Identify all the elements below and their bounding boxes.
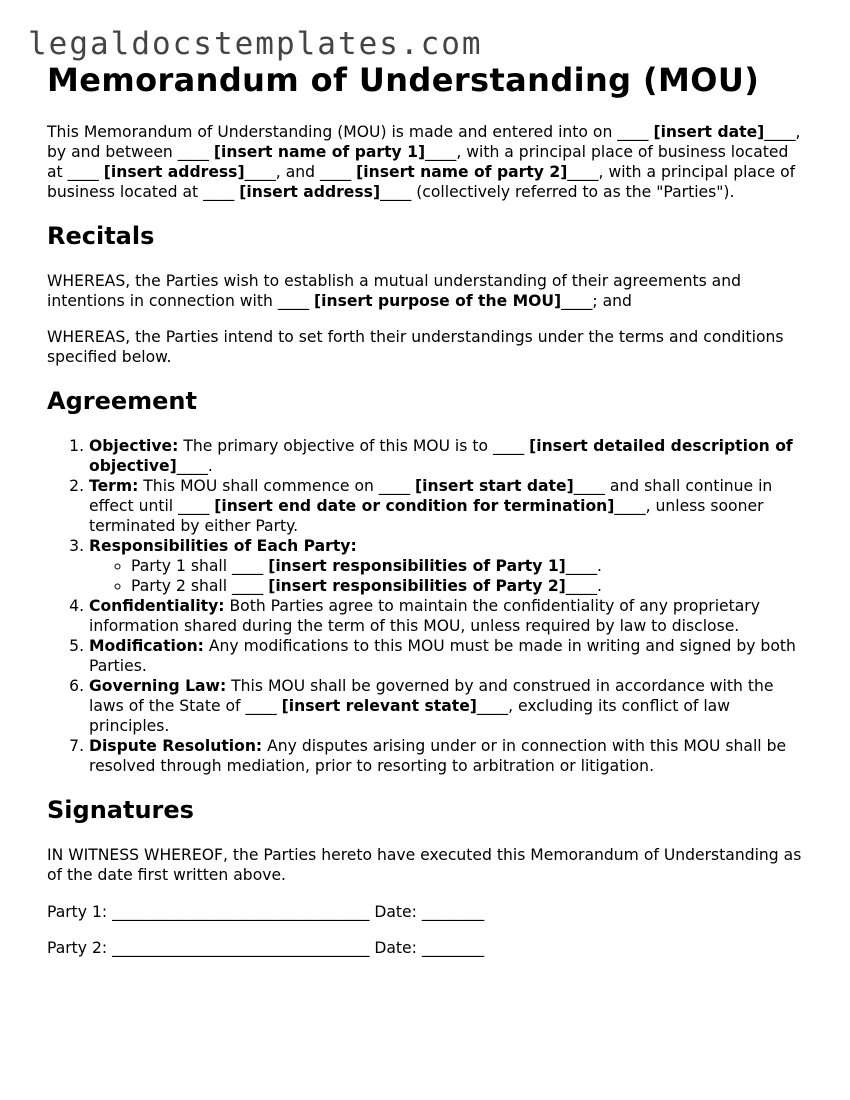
agreement-item-responsibilities: 3. Responsibilities of Each Party: ◦ Party 1 shall ____ [insert responsibilities of Party 1]____. ◦ Party 2 shall ____ [insert responsibilities of Party 2]____.: [89, 536, 807, 596]
agreement-item-term: 2. Term: This MOU shall commence on ____ [insert start date]____ and shall continue in effect until ____ [insert end date or condition for termination]____, unless sooner terminated by either Party.: [89, 476, 807, 536]
agreement-item-governing-law: 6. Governing Law: This MOU shall be governed by and construed in accordance with the laws of the State of ____ [insert relevant state]____, excluding its conflict of law principles.: [89, 676, 807, 736]
agreement-item-confidentiality: 4. Confidentiality: Both Parties agree to maintain the confidentiality of any proprietary information shared during the term of this MOU, unless required by law to disclose.: [89, 596, 807, 636]
signature-line-party-1: Party 1: _________________________________ Date: ________: [47, 903, 485, 921]
document-title: Memorandum of Understanding (MOU): [47, 61, 760, 99]
recital-paragraph-1: WHEREAS, the Parties wish to establish a mutual understanding of their agreements and intentions in connection with ____ [insert purpose of the MOU]____; and: [47, 272, 742, 310]
site-watermark: legaldocstemplates.com: [28, 26, 483, 62]
agreement-list: [47, 436, 807, 776]
signature-line-party-2: Party 2: _________________________________ Date: ________: [47, 939, 485, 957]
responsibilities-sublist: [89, 556, 807, 596]
document-body: [47, 58, 807, 958]
signatures-heading: Signatures: [47, 796, 194, 824]
recitals-heading: Recitals: [47, 222, 155, 250]
responsibility-party-1: ◦ Party 1 shall ____ [insert responsibilities of Party 1]____.: [131, 556, 807, 576]
agreement-item-objective: 1. Objective: The primary objective of this MOU is to ____ [insert detailed description of objective]____.: [89, 436, 807, 476]
intro-paragraph: This Memorandum of Understanding (MOU) is made and entered into on ____ [insert date]____, by and between ____ [insert name of party 1]____, with a principal place of business located at ____ [insert address]____, and ____ [insert name of party 2]____, with a principal place of business located at ____ [insert address]____ (collectively referred to as the "Parties").: [47, 123, 801, 201]
responsibility-party-2: ◦ Party 2 shall ____ [insert responsibilities of Party 2]____.: [131, 576, 807, 596]
agreement-heading: Agreement: [47, 387, 197, 415]
witness-paragraph: IN WITNESS WHEREOF, the Parties hereto have executed this Memorandum of Understanding as of the date first written above.: [47, 846, 802, 884]
agreement-item-modification: 5. Modification: Any modifications to this MOU must be made in writing and signed by both Parties.: [89, 636, 807, 676]
recital-paragraph-2: WHEREAS, the Parties intend to set forth their understandings under the terms and conditions specified below.: [47, 328, 784, 366]
agreement-item-dispute-resolution: 7. Dispute Resolution: Any disputes arising under or in connection with this MOU shall be resolved through mediation, prior to resorting to arbitration or litigation.: [89, 736, 807, 776]
